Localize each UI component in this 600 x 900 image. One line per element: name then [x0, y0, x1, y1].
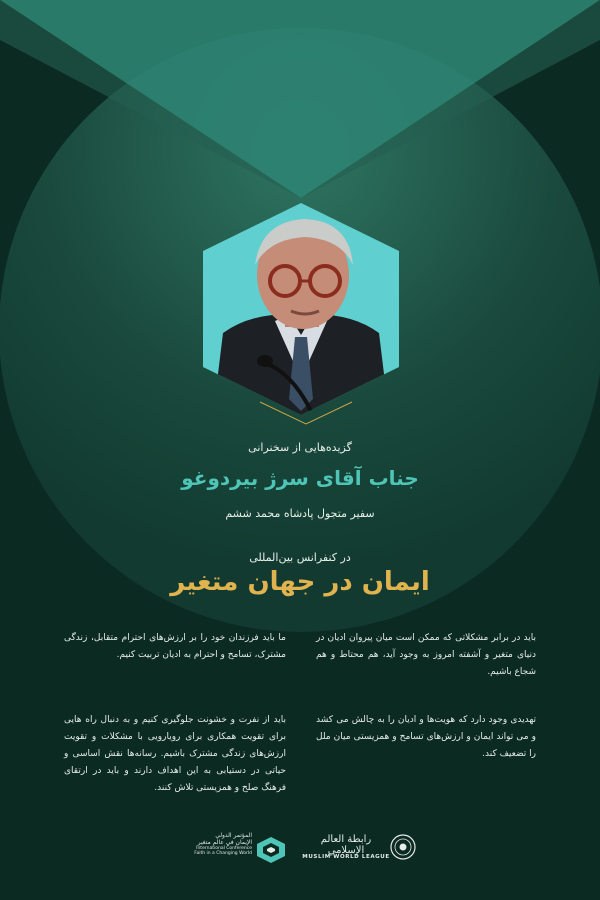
mwl-arabic-name: رابطة العالم الإسلامي [320, 834, 372, 856]
conference-logo-ar-1: المؤتمر الدولي [215, 832, 252, 839]
speaker-role: سفیر متجول پادشاه محمد ششم [225, 507, 375, 520]
speaker-portrait [203, 203, 399, 415]
quote-paragraph: ما باید فرزندان خود را بر ارزش‌های احترام متقابل، زندگی مشترک، تسامح و احترام به ادیان تربیت کنیم. [64, 633, 286, 660]
speaker-name: جناب آقای سرژ بیردوغو [181, 466, 419, 490]
conference-logo-en-1: International Conference [196, 846, 252, 851]
conference-logo-en-2: Faith in a Changing World [194, 851, 252, 856]
conference-logo-ar-2: الإيمان في عالم متغير [197, 839, 252, 846]
quote-paragraph: باید در برابر مشکلاتی که ممکن است میان پیروان ادیان در دنیای متغیر و آشفته امروز به وجود آید، هم محتاط و هم شجاع باشیم. [316, 633, 536, 677]
conference-intro: در کنفرانس بین‌المللی [249, 551, 351, 564]
quote-paragraph: باید از نفرت و خشونت جلوگیری کنیم و به دنبال راه هایی برای تقویت همکاری برای رویارویی با مشکلات و تقویت ارزش‌های زندگی مشترک باشیم. رسانه‌ها نقش اساسی و حیاتی در دستیابی به این اهداف دارند و باید در ارتقای فرهنگ صلح و همزیستی تلاش کنند. [64, 715, 286, 793]
seal-logo-icon [390, 834, 416, 860]
conference-logo [180, 832, 290, 868]
conference-logo-text [180, 832, 252, 856]
conference-title: ایمان در جهان متغیر [170, 567, 430, 597]
mwl-english-name: MUSLIM WORLD LEAGUE [302, 854, 390, 860]
hexagon-logo-icon [256, 836, 286, 864]
quote-paragraph: تهدیدی وجود دارد که هویت‌ها و ادیان را به چالش می کشد و می تواند ایمان و ارزش‌های تسامح و همزیستی میان ملل را تضعیف کند. [316, 715, 536, 759]
decorative-chevron [258, 398, 354, 428]
mwl-logo [300, 832, 420, 868]
excerpt-subtitle: گزیده‌هایی از سخنرانی [248, 441, 352, 454]
